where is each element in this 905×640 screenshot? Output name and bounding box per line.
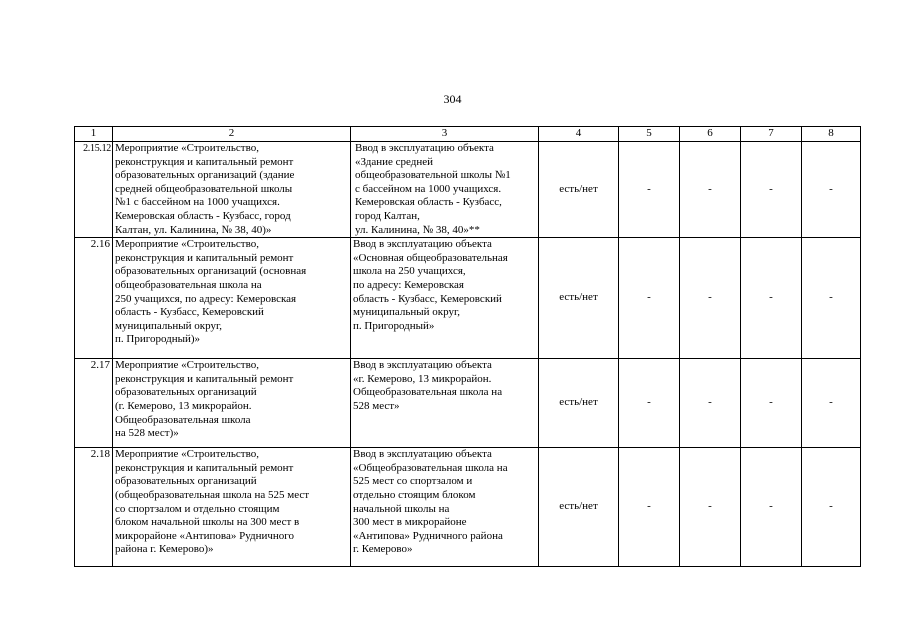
row-number: 2.17 <box>75 359 113 448</box>
expected-result: Ввод в эксплуатацию объекта «Основная общеобразовательная школа на 250 учащихся, по адресу: Кемеровская область - Кузбасс, Кемеровский муниципальный округ, п. Пригородный» <box>351 238 539 359</box>
expected-result: Ввод в эксплуатацию объекта «Общеобразовательная школа на 525 мест со спортзалом и отдельно стоящим блоком начальной школы на 300 мест в микрорайоне «Антипова» Рудничного района г. Кемерово» <box>351 448 539 567</box>
value-cell: - <box>680 359 741 448</box>
column-header: 4 <box>539 127 619 142</box>
column-header: 3 <box>351 127 539 142</box>
unit-cell: есть/нет <box>539 448 619 567</box>
value-cell: - <box>802 238 861 359</box>
column-header: 5 <box>619 127 680 142</box>
value-cell: - <box>619 448 680 567</box>
value-cell: - <box>741 238 802 359</box>
row-number: 2.18 <box>75 448 113 567</box>
value-cell: - <box>619 238 680 359</box>
activity-name: Мероприятие «Строительство, реконструкция и капитальный ремонт образовательных организаций (г. Кемерово, 13 микрорайон. Общеобразовательная школа на 528 мест)» <box>113 359 351 448</box>
row-number: 2.16 <box>75 238 113 359</box>
value-cell: - <box>619 142 680 238</box>
column-header: 8 <box>802 127 861 142</box>
value-cell: - <box>619 359 680 448</box>
value-cell: - <box>680 238 741 359</box>
expected-result: Ввод в эксплуатацию объекта «г. Кемерово, 13 микрорайон. Общеобразовательная школа на 528 мест» <box>351 359 539 448</box>
value-cell: - <box>680 142 741 238</box>
value-cell: - <box>680 448 741 567</box>
column-header: 2 <box>113 127 351 142</box>
value-cell: - <box>741 142 802 238</box>
table-header-row <box>75 127 861 142</box>
page-number: 304 <box>443 92 462 106</box>
unit-cell: есть/нет <box>539 359 619 448</box>
table-row <box>75 448 861 567</box>
table-row <box>75 142 861 238</box>
value-cell: - <box>802 448 861 567</box>
unit-cell: есть/нет <box>539 142 619 238</box>
column-header: 6 <box>680 127 741 142</box>
row-number: 2.15.12 <box>75 142 113 238</box>
indicators-table <box>74 126 861 567</box>
column-header: 1 <box>75 127 113 142</box>
value-cell: - <box>741 448 802 567</box>
value-cell: - <box>741 359 802 448</box>
table-row <box>75 359 861 448</box>
activity-name: Мероприятие «Строительство, реконструкция и капитальный ремонт образовательных организаций (здание средней общеобразовательной школы №1 с бассейном на 1000 учащихся. Кемеровская область - Кузбасс, город Калтан, ул. Калинина, № 38, 40)» <box>113 142 351 238</box>
value-cell: - <box>802 142 861 238</box>
column-header: 7 <box>741 127 802 142</box>
activity-name: Мероприятие «Строительство, реконструкция и капитальный ремонт образовательных организаций (основная общеобразовательная школа на 250 учащихся, по адресу: Кемеровская область - Кузбасс, Кемеровский муниципальный округ, п. Пригородный)» <box>113 238 351 359</box>
expected-result: Ввод в эксплуатацию объекта «Здание средней общеобразовательной школы №1 с бассейном на 1000 учащихся. Кемеровская область - Кузбасс, город Калтан, ул. Калинина, № 38, 40»** <box>351 142 539 238</box>
unit-cell: есть/нет <box>539 238 619 359</box>
table-row <box>75 238 861 359</box>
value-cell: - <box>802 359 861 448</box>
activity-name: Мероприятие «Строительство, реконструкция и капитальный ремонт образовательных организаций (общеобразовательная школа на 525 мест со спортзалом и отдельно стоящим блоком начальной школы на 300 мест в микрорайоне «Антипова» Рудничного района г. Кемерово)» <box>113 448 351 567</box>
